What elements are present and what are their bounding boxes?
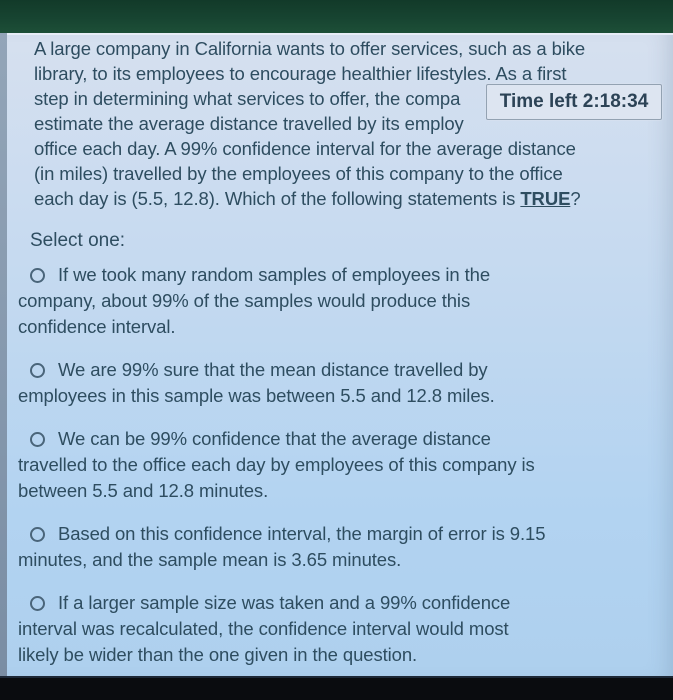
option-line: If we took many random samples of employees in the (58, 264, 491, 285)
question-emphasis-true: TRUE (520, 188, 571, 209)
option-line: between 5.5 and 12.8 minutes. (18, 480, 269, 501)
answer-option-2[interactable] (18, 357, 663, 409)
top-green-bar (0, 0, 673, 33)
question-last-suffix: ? (570, 188, 581, 209)
option-line: confidence interval. (18, 316, 176, 337)
option-line: likely be wider than the one given in the question. (18, 644, 418, 665)
option-line: We are 99% sure that the mean distance travelled by (58, 359, 488, 380)
question-line: office each day. A 99% confidence interval for the average distance (34, 138, 576, 159)
option-line: employees in this sample was between 5.5 and 12.8 miles. (18, 385, 495, 406)
option-line: If a larger sample size was taken and a 99% confidence (58, 592, 511, 613)
question-text (34, 36, 664, 211)
question-line: (in miles) travelled by the employees of this company to the office (34, 163, 563, 184)
question-line: step in determining what services to offer, the compa (34, 88, 461, 109)
question-last-prefix: each day is (5.5, 12.8). Which of the following statements is (34, 188, 521, 209)
quiz-page (0, 33, 673, 676)
radio-button[interactable] (30, 432, 45, 447)
radio-button[interactable] (30, 596, 45, 611)
question-line-last (34, 186, 664, 211)
answer-option-4[interactable] (18, 521, 663, 573)
screen-left-edge (0, 33, 7, 676)
option-line: interval was recalculated, the confidence interval would most (18, 618, 509, 639)
option-line: minutes, and the sample mean is 3.65 minutes. (18, 549, 402, 570)
option-line: company, about 99% of the samples would produce this (18, 290, 471, 311)
answer-option-3[interactable] (18, 426, 663, 504)
quiz-timer (486, 84, 662, 120)
question-line: estimate the average distance travelled by its employ (34, 113, 464, 134)
answer-option-5[interactable] (18, 590, 663, 668)
radio-button[interactable] (30, 363, 45, 378)
option-line: We can be 99% confidence that the average distance (58, 428, 491, 449)
answer-options-list (18, 262, 663, 685)
select-one-label: Select one: (30, 230, 126, 251)
question-line: A large company in California wants to offer services, such as a bike (34, 38, 586, 59)
option-line: travelled to the office each day by employees of this company is (18, 454, 535, 475)
answer-option-1[interactable] (18, 262, 663, 340)
option-line: Based on this confidence interval, the margin of error is 9.15 (58, 523, 546, 544)
bottom-black-bar (0, 676, 673, 700)
radio-button[interactable] (30, 268, 45, 283)
question-line: library, to its employees to encourage healthier lifestyles. As a first (34, 63, 567, 84)
quiz-timer-label: Time left 2:18:34 (499, 91, 649, 112)
radio-button[interactable] (30, 527, 45, 542)
